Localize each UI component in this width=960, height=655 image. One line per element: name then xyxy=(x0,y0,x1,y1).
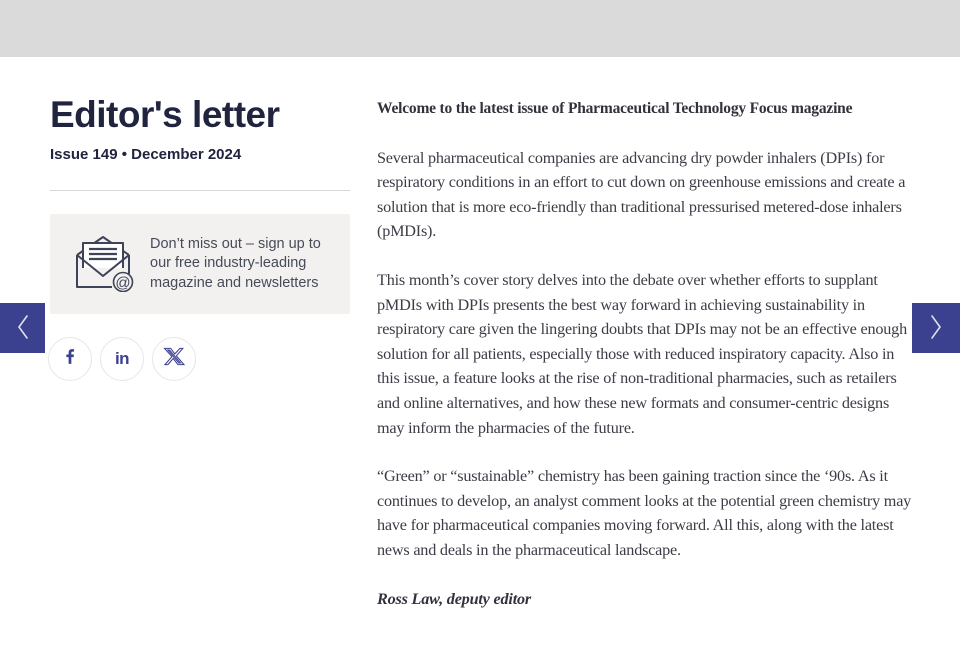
svg-text:@: @ xyxy=(115,274,131,292)
editor-letter-body xyxy=(377,97,915,611)
chevron-right-icon xyxy=(927,312,945,345)
issue-meta: Issue 149 • December 2024 xyxy=(50,145,242,163)
facebook-share-button[interactable] xyxy=(48,337,92,381)
x-share-button[interactable] xyxy=(152,337,196,381)
paragraph: Several pharmaceutical companies are advancing dry powder inhalers (DPIs) for respiratory conditions in an effort to cut down on greenhouse emissions and create a solution that is more eco-friendly than traditional pressurised metered-dose inhalers (pMDIs). xyxy=(377,148,906,241)
newsletter-signup-banner[interactable] xyxy=(50,214,350,314)
paragraph: This month’s cover story delves into the debate over whether efforts to supplant pMDIs with DPIs presents the best way forward in achieving sustainability in respiratory care given the lingering doubts that DPIs may not be an effective enough solution for all patients, especially those with reduced inspiratory capacity. Also in this issue, a feature looks at the rise of non-traditional pharmacies, such as retailers and online alternatives, and how these new formats and consumer-centric designs may inform the pharmacies of the future. xyxy=(377,270,907,437)
x-twitter-icon xyxy=(163,345,186,373)
next-page-button[interactable] xyxy=(912,303,960,353)
top-strip xyxy=(0,0,960,57)
envelope-at-icon xyxy=(67,230,143,297)
facebook-f-icon xyxy=(60,346,80,371)
divider xyxy=(50,190,350,191)
signoff: Ross Law, deputy editor xyxy=(377,589,531,608)
page-title: Editor's letter xyxy=(50,94,280,135)
left-column xyxy=(50,96,350,381)
intro-line: Welcome to the latest issue of Pharmaceutical Technology Focus magazine xyxy=(377,100,853,117)
prev-page-button[interactable] xyxy=(0,303,45,353)
linkedin-in-icon: in xyxy=(114,348,130,368)
signup-text: Don’t miss out – sign up to our free industry-leading magazine and newsletters xyxy=(150,235,321,291)
linkedin-share-button[interactable] xyxy=(100,337,144,381)
chevron-left-icon xyxy=(14,312,32,345)
social-share-row xyxy=(48,337,350,381)
paragraph: “Green” or “sustainable” chemistry has been gaining traction since the ‘90s. As it continues to develop, an analyst comment looks at the potential green chemistry may have for pharmaceutical companies moving forward. All this, along with the latest news and deals in the pharmaceutical landscape. xyxy=(377,467,912,559)
